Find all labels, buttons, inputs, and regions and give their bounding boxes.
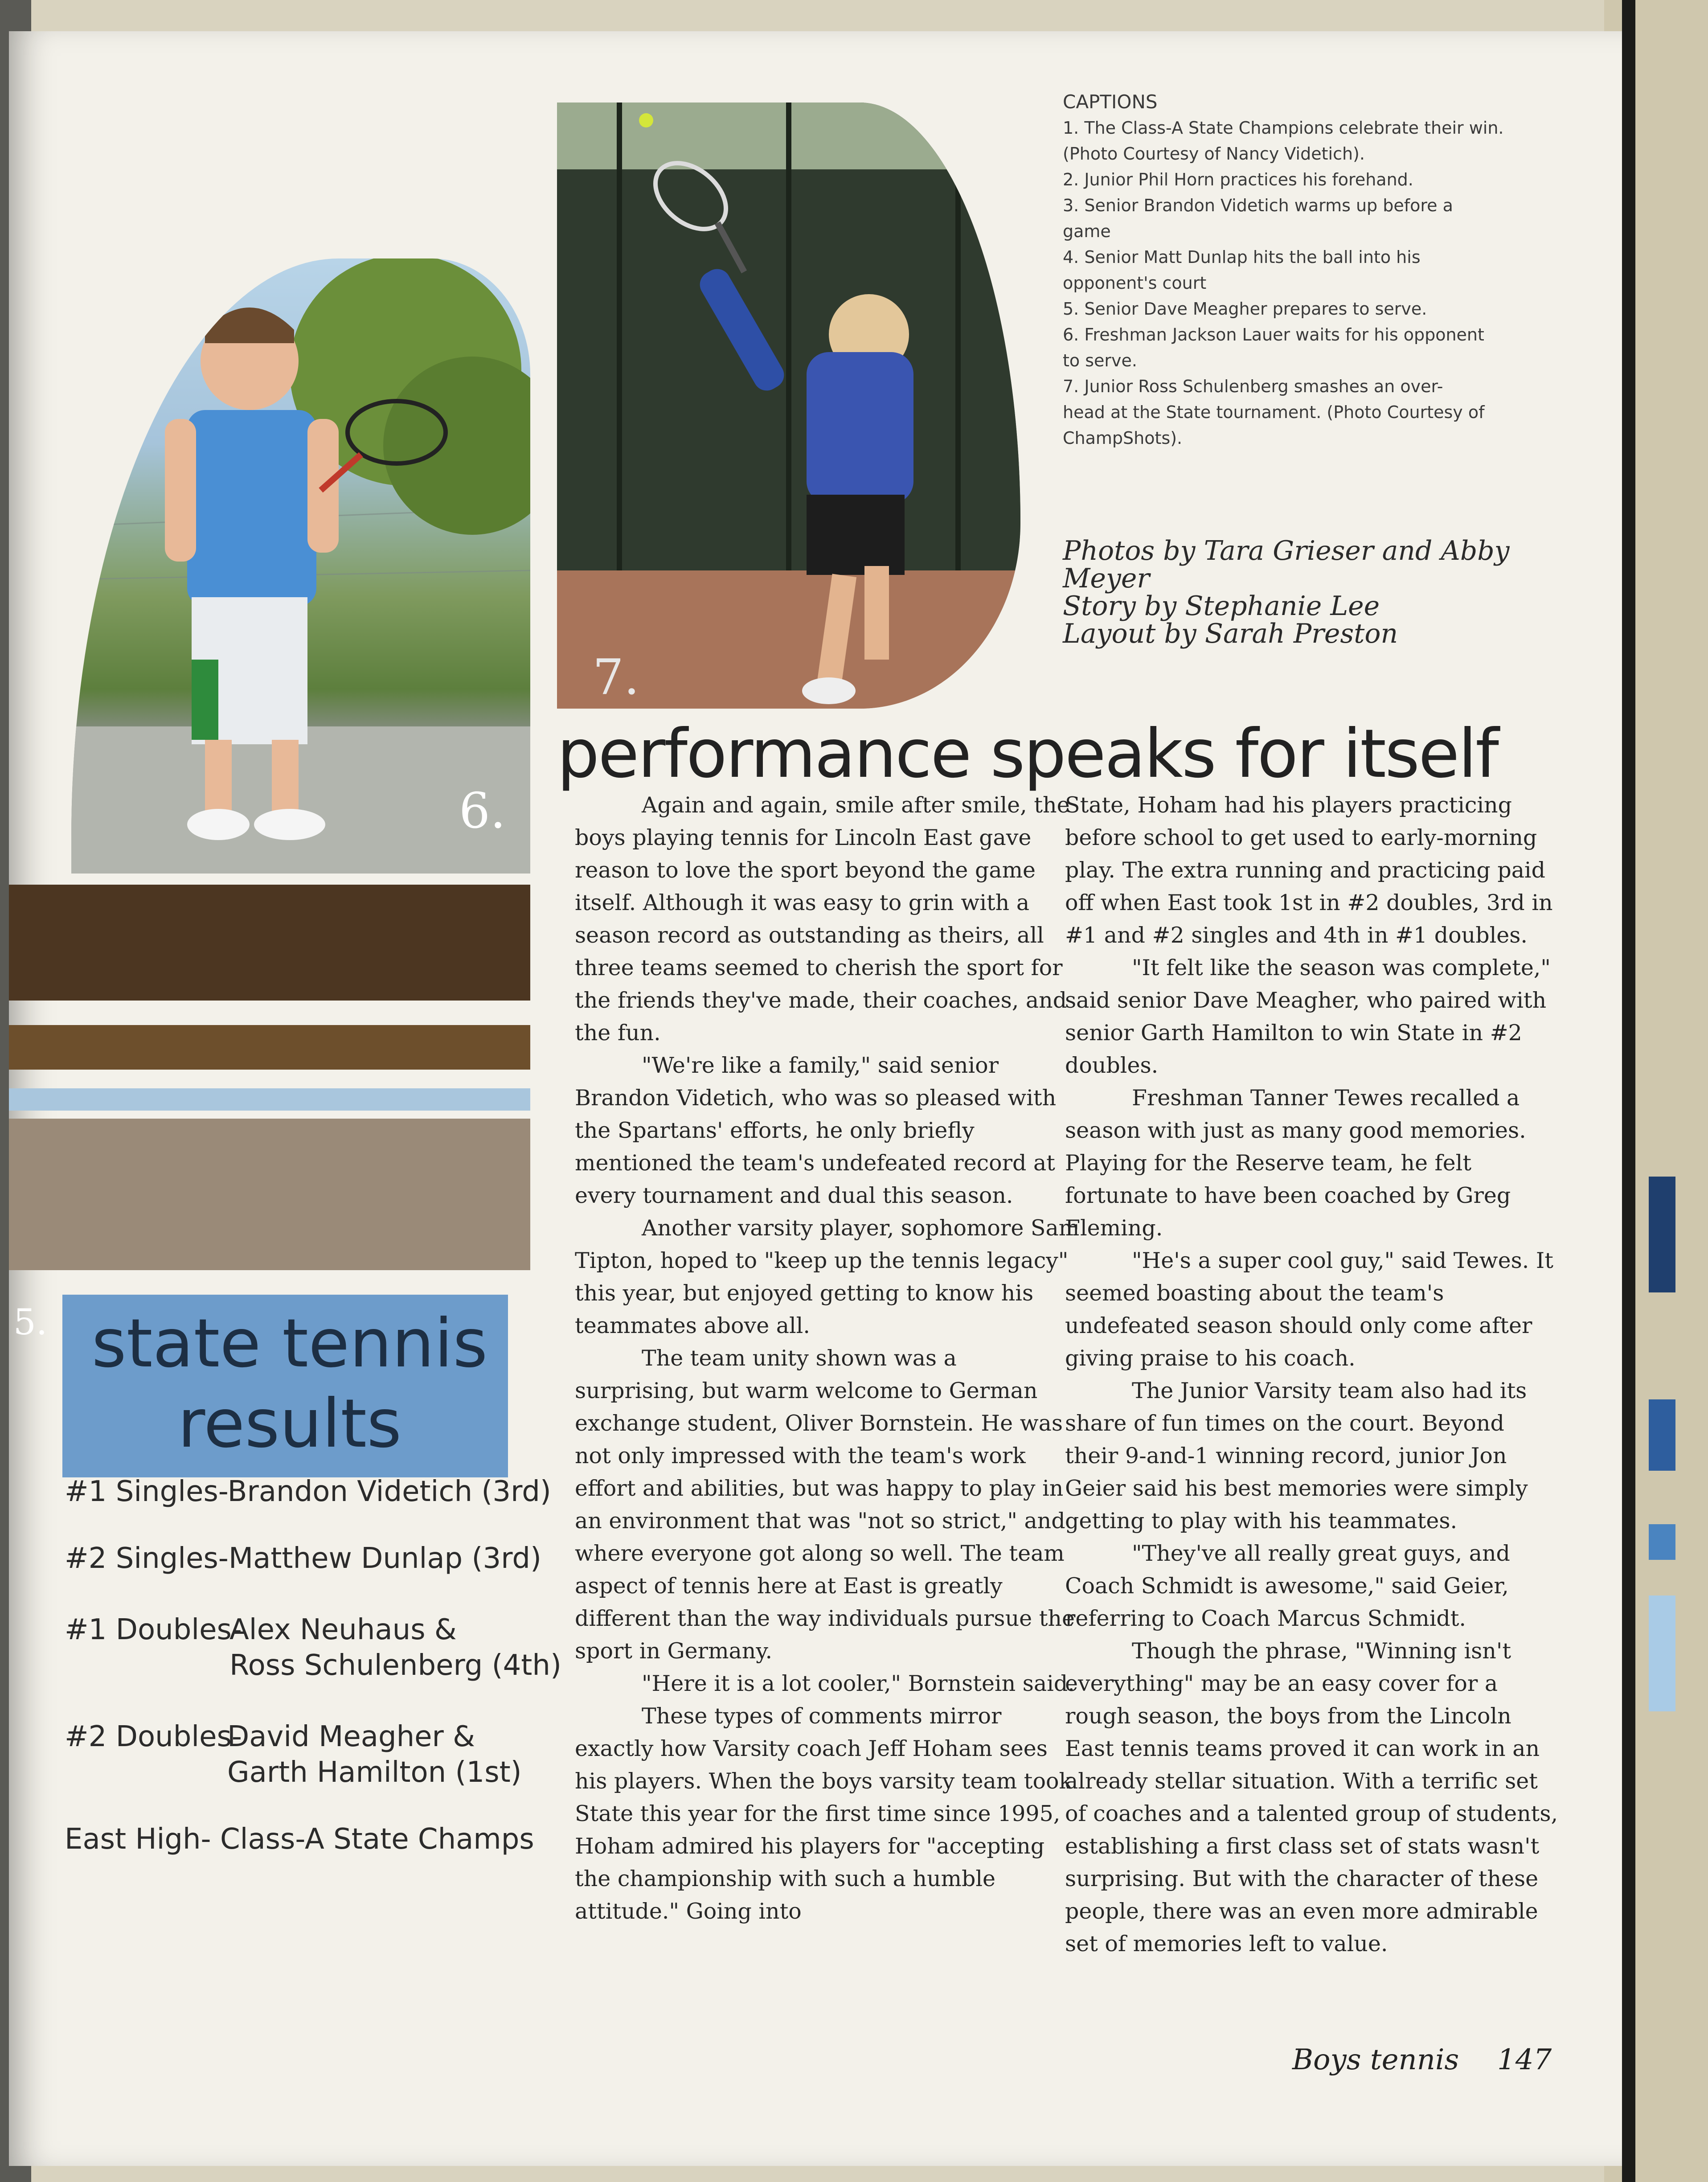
- story-paragraph: Freshman Tanner Tewes recalled a season with just as many good memories. Playing for the Reserve team, he felt fortunate to have been coached by Greg Fleming.: [1065, 1085, 1526, 1241]
- results-title-line-2: results: [177, 1385, 402, 1463]
- story-column-1: [575, 789, 1083, 1928]
- photo-captions: [1063, 89, 1531, 451]
- edge-tab-navy: [1649, 1177, 1675, 1292]
- caption-line: 1. The Class-A State Champions celebrate their win.: [1063, 118, 1504, 138]
- caption-line: 7. Junior Ross Schulenberg smashes an over-: [1063, 377, 1443, 396]
- result-2-doubles-label: #2 Doubles-: [65, 1720, 242, 1753]
- caption-line: opponent's court: [1063, 273, 1207, 293]
- stripe-light-blue: [9, 1088, 530, 1111]
- story-paragraph: "He's a super cool guy," said Tewes. It seemed boasting about the team's undefeated season should only come after giving praise to his coach.: [1065, 1248, 1553, 1371]
- photo-5-label: 5.: [13, 1301, 48, 1343]
- story-paragraph: Again and again, smile after smile, the boys playing tennis for Lincoln East gave reason to love the sport beyond the game itself. Although it was easy to grin with a season record as outstanding as theirs, all three teams seemed to cherish the sport for the friends they've made, their coaches, and the fun.: [575, 792, 1070, 1046]
- story-paragraph: Though the phrase, "Winning isn't everything" may be an easy cover for a rough season, the boys from the Lincoln East tennis teams proved it can work in an already stellar situation. With a terrific set of coaches and a talented group of students, establishing a first class set of stats wasn't surprising. But with the character of these people, there was an even more admirable set of memories left to value.: [1065, 1638, 1558, 1956]
- credit-line: Story by Stephanie Lee: [1063, 591, 1380, 622]
- story-paragraph: "Here it is a lot cooler," Bornstein said.: [642, 1671, 1075, 1696]
- caption-line: 4. Senior Matt Dunlap hits the ball into his: [1063, 247, 1421, 267]
- story-paragraph: "They've all really great guys, and Coach Schmidt is awesome," said Geier, referring to Coach Marcus Schmidt.: [1065, 1541, 1510, 1631]
- caption-line: 5. Senior Dave Meagher prepares to serve.: [1063, 299, 1427, 319]
- credit-line: Photos by Tara Grieser and Abby: [1063, 535, 1510, 566]
- story-paragraph: State, Hoham had his players practicing before school to get used to early-morning play. The extra running and practicing paid off when East took 1st in #2 doubles, 3rd in #1 and #2 singles and 4th in #1 doubles.: [1065, 792, 1553, 948]
- stripe-dark-brown: [9, 885, 530, 1001]
- caption-line: 2. Junior Phil Horn practices his forehand.: [1063, 170, 1413, 189]
- credit-line: Layout by Sarah Preston: [1063, 618, 1398, 649]
- caption-line: (Photo Courtesy of Nancy Videtich).: [1063, 144, 1365, 164]
- edge-tab-mid-blue: [1649, 1524, 1675, 1560]
- story-paragraph: The Junior Varsity team also had its share of fun times on the court. Beyond their 9-and-1 winning record, junior Jon Geier said his best memories were simply getting to play with his teammates.: [1065, 1378, 1528, 1534]
- edge-tab-blue: [1649, 1399, 1675, 1471]
- result-1-doubles-label: #1 Doubles-: [65, 1613, 242, 1646]
- credit-line: Meyer: [1063, 563, 1150, 594]
- result-2-doubles-player-2: Garth Hamilton (1st): [227, 1756, 522, 1789]
- photo-7-label: 7.: [593, 648, 639, 705]
- story-paragraph: "It felt like the season was complete," said senior Dave Meagher, who paired with senior Garth Hamilton to win State in #2 doubles.: [1065, 955, 1551, 1078]
- result-1-singles: #1 Singles-Brandon Videtich (3rd): [65, 1475, 551, 1508]
- captions-heading: CAPTIONS: [1063, 91, 1158, 113]
- story-column-2: [1065, 789, 1560, 1960]
- result-2-doubles-player-1: David Meagher &: [227, 1720, 475, 1753]
- results-title: [80, 1304, 499, 1464]
- caption-line: ChampShots).: [1063, 428, 1183, 448]
- result-1-doubles-player-2: Ross Schulenberg (4th): [229, 1649, 561, 1682]
- caption-line: game: [1063, 221, 1111, 241]
- caption-line: 3. Senior Brandon Videtich warms up before a: [1063, 196, 1453, 215]
- result-2-singles: #2 Singles-Matthew Dunlap (3rd): [65, 1542, 541, 1575]
- result-team-champs: East High- Class-A State Champs: [65, 1823, 534, 1856]
- edge-tab-light-blue: [1649, 1595, 1675, 1711]
- story-paragraph: The team unity shown was a surprising, but warm welcome to German exchange student, Oliver Bornstein. He was not only impressed with the team's work effort and abilities, but was happy to play in an environment that was "not so strict," and where everyone got along so well. The team aspect of tennis here at East is greatly different than the way individuals pursue the sport in Germany.: [575, 1345, 1075, 1664]
- stripe-brown: [9, 1025, 530, 1070]
- result-1-doubles-player-1: Alex Neuhaus &: [229, 1613, 457, 1646]
- photo-story-credits: [1063, 537, 1553, 648]
- photo-overhead-smash: [557, 103, 1020, 709]
- cover-edge: [1622, 0, 1635, 2182]
- state-results-box: [62, 1295, 508, 1477]
- book-cover-top: [0, 0, 1708, 31]
- caption-line: head at the State tournament. (Photo Courtesy of: [1063, 402, 1485, 422]
- results-title-line-1: state tennis: [91, 1305, 488, 1382]
- article-headline: performance speaks for itself: [557, 715, 1498, 793]
- stripe-taupe: [9, 1119, 530, 1270]
- server-figure-illustration: [557, 103, 1020, 709]
- story-paragraph: These types of comments mirror exactly how Varsity coach Jeff Hoham sees his players. When the boys varsity team took State this year for the first time since 1995, Hoham admired his players for "accepting the championship with such a humble attitude." Going into: [575, 1703, 1073, 1924]
- photo-6-label: 6.: [459, 782, 506, 839]
- folio-section: Boys tennis: [1292, 2043, 1459, 2076]
- caption-line: to serve.: [1063, 351, 1137, 370]
- story-paragraph: Another varsity player, sophomore Sam Tipton, hoped to "keep up the tennis legacy" this year, but enjoyed getting to know his teammates above all.: [575, 1215, 1080, 1338]
- folio-page-number: 147: [1497, 2043, 1552, 2076]
- story-paragraph: "We're like a family," said senior Brandon Videtich, who was so pleased with the Spartans' efforts, he only briefly mentioned the team's undefeated record at every tournament and dual this season.: [575, 1053, 1057, 1208]
- caption-line: 6. Freshman Jackson Lauer waits for his opponent: [1063, 325, 1484, 345]
